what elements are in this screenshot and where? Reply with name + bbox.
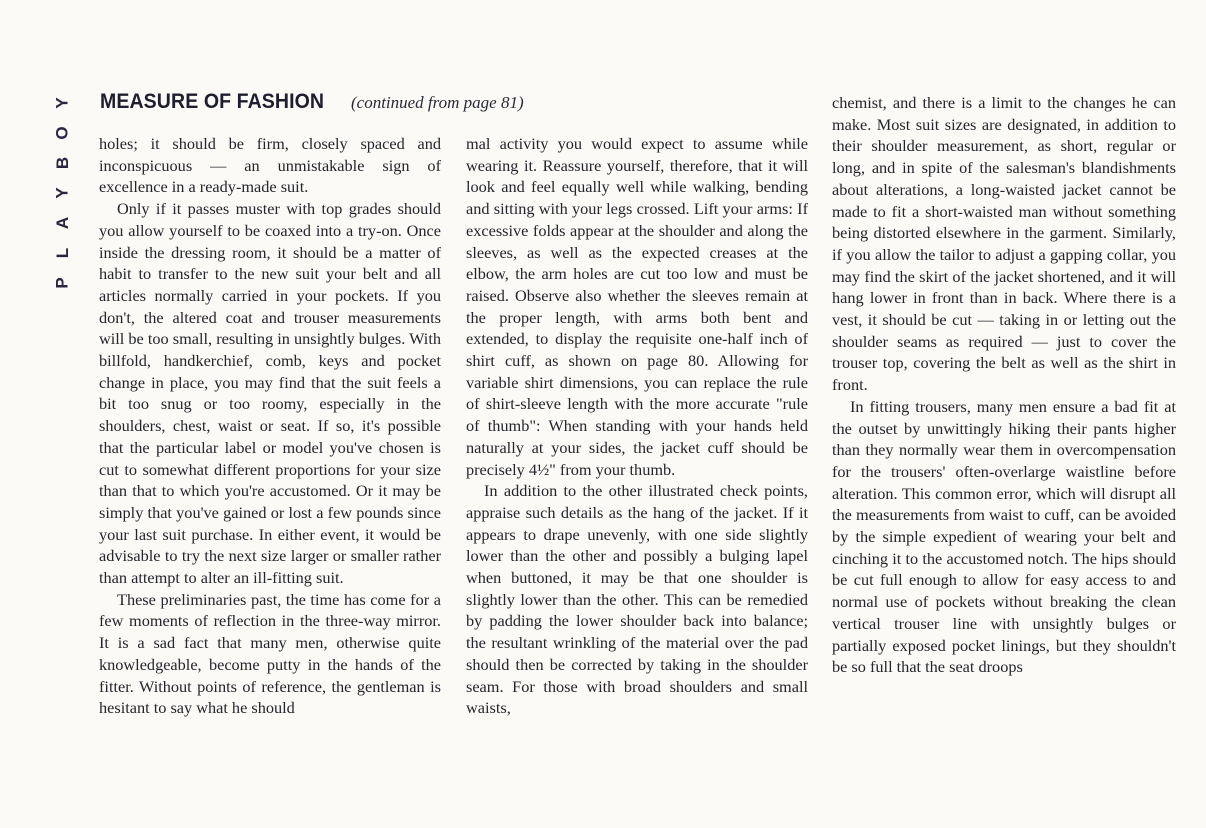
- text-column-3: [832, 92, 1176, 828]
- paragraph: mal activity you would expect to assume while wearing it. Reassure yourself, therefore, that it will look and feel equally well while walking, bending and sitting with your legs crossed. Lift your arms: If excessive folds appear at the shoulder and along the sleeves, as well as the expected creases at the elbow, the arm holes are cut too low and must be raised. Observe also whether the sleeves remain at the proper length, with arms both bent and extended, to display the requisite one-half inch of shirt cuff, as shown on page 80. Allowing for variable shirt dimensions, you can replace the rule of shirt-sleeve length with the more accurate "rule of thumb": When standing with your hands held naturally at your sides, the jacket cuff should be precisely 4½" from your thumb.: [466, 134, 808, 479]
- paragraph: In addition to the other illustrated check points, appraise such details as the hang of the jacket. If it appears to drape unevenly, with one side slightly lower than the other and possibly a bulging lapel when buttoned, it may be that one shoulder is slightly lower than the other. This can be remedied by padding the lower shoulder back into balance; the resultant wrinkling of the material over the pad should then be corrected by taking in the shoulder seam. For those with broad shoulders and small waists,: [466, 481, 808, 718]
- brand-letter: B: [53, 156, 72, 170]
- magazine-brand-vertical: [48, 88, 78, 298]
- brand-letter: L: [52, 247, 72, 259]
- text-column-1: [99, 133, 441, 828]
- paragraph: These preliminaries past, the time has come for a few moments of reflection in the three-way mirror. It is a sad fact that many men, otherwise quite knowledgeable, become putty in the hands of the fitter. Without points of reference, the gentleman is hesitant to say what he should: [99, 589, 441, 718]
- text-column-2: [466, 133, 808, 828]
- brand-letter: O: [52, 126, 72, 140]
- article-header: [100, 90, 524, 122]
- brand-letter: A: [53, 216, 72, 230]
- paragraph: chemist, and there is a limit to the changes he can make. Most suit sizes are designated, in addition to their shoulder measurement, as short, regular or long, and in spite of the salesman's blandishments about alterations, a long-waisted jacket cannot be made to fit a short-waisted man without something being distorted elsewhere in the garment. Similarly, if you allow the tailor to adjust a gapping collar, you may find the skirt of the jacket shortened, and it will hang lower in front than in back. Where there is a vest, it should be cut — taking in or letting out the shoulder seams as required — just to cover the trouser top, covering the belt as well as the shirt in front.: [832, 93, 1176, 395]
- paragraph: holes; it should be firm, closely spaced and inconspicuous — an unmistakable sign of excellence in a ready-made suit.: [99, 134, 441, 197]
- paragraph: In fitting trousers, many men ensure a bad fit at the outset by unwittingly hiking their pants higher than they normally wear them in overcompensation for the trousers' often-overlarge waistline before alteration. This common error, which will disrupt all the measurements from waist to cuff, can be avoided by the simple expedient of wearing your belt and cinching it to the accustomed notch. The hips should be cut full enough to allow for easy access to and normal use of pockets without breaking the clean vertical trouser line with unsightly bulges or partially exposed pocket linings, but they shouldn't be so full that the seat droops: [832, 396, 1176, 677]
- continued-note: (continued from page 81): [350, 93, 524, 112]
- paragraph: Only if it passes muster with top grades should you allow yourself to be coaxed into a try-on. Once inside the dressing room, it should be a matter of habit to transfer to the new suit your belt and all articles normally carried in your pockets. If you don't, the altered coat and trouser measurements will be too small, resulting in unsightly bulges. With billfold, handkerchief, comb, keys and pocket change in place, you may find that the suit feels a bit too snug or too roomy, especially in the shoulders, chest, waist or seat. If so, it's possible that the particular label or model you've chosen is cut to somewhat different proportions for your size than that to which you're accustomed. Or it may be simply that you've gained or lost a few pounds since your last suit purchase. In either event, it would be advisable to try the next size larger or smaller rather than attempt to alter an ill-fitting suit.: [99, 199, 441, 588]
- brand-letter: Y: [53, 187, 72, 199]
- brand-letter: P: [53, 277, 72, 289]
- article-title: MEASURE OF FASHION: [100, 90, 325, 113]
- brand-letter: Y: [53, 97, 72, 109]
